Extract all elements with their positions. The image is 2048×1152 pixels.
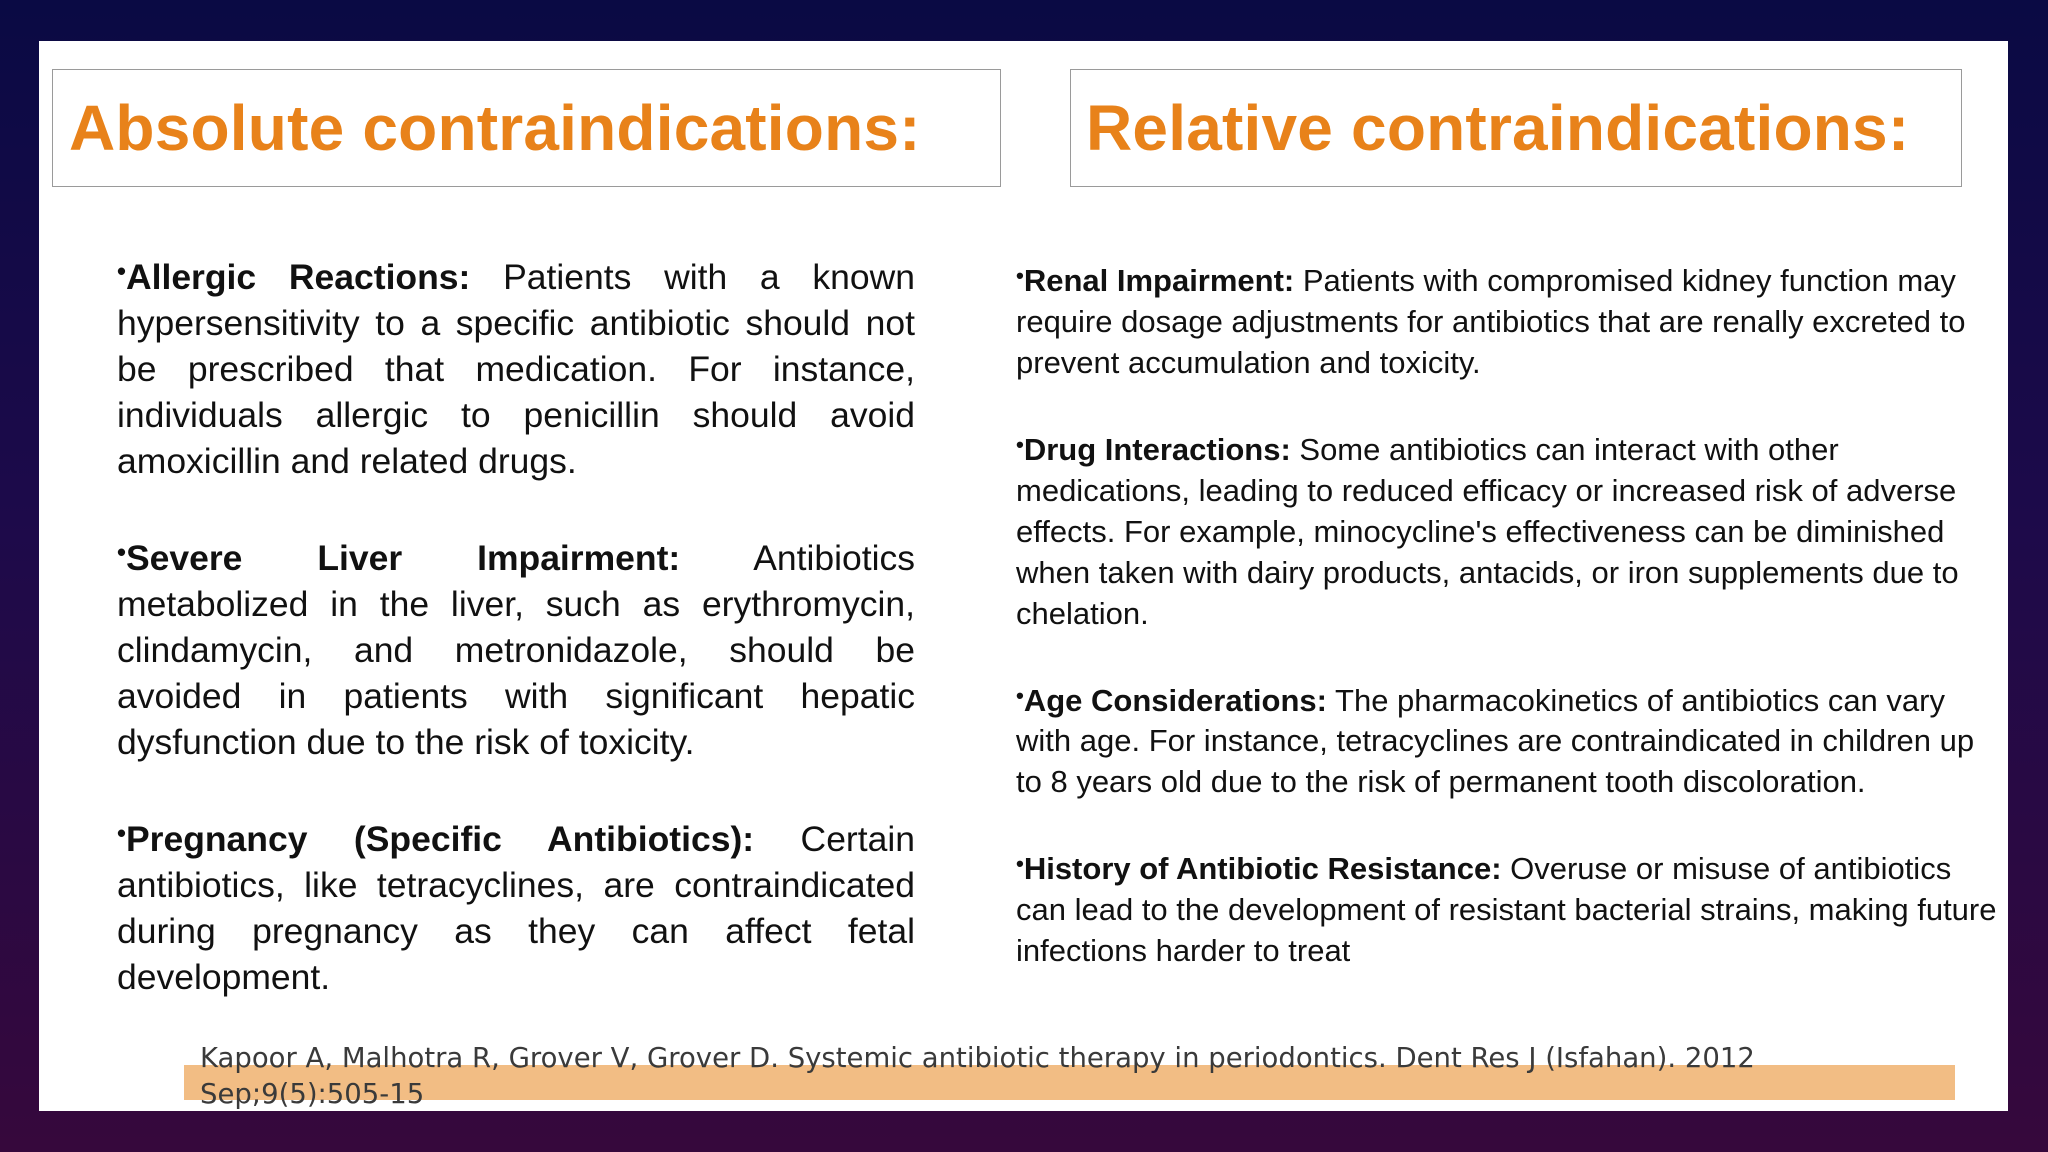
bullet-icon: • — [1016, 431, 1024, 457]
absolute-item — [117, 811, 915, 1000]
bullet-icon: • — [1016, 851, 1024, 877]
bullet-icon: • — [1016, 263, 1024, 288]
absolute-list — [117, 249, 915, 1046]
absolute-heading: Absolute contraindications: — [69, 92, 921, 164]
item-text: Certain antibiotics, like tetracyclines, are contraindicated during pregnancy as they can affect fetal development. — [117, 818, 915, 997]
bullet-icon: • — [117, 819, 126, 848]
item-term: Age Considerations: — [1023, 682, 1327, 718]
relative-item — [1016, 424, 2006, 634]
absolute-item — [117, 530, 915, 765]
item-term: Renal Impairment: — [1023, 262, 1295, 298]
item-text: Patients with a known hypersensitivity to a specific antibiotic should not be prescribed that medication. For instance, individuals allergic to penicillin should avoid amoxicillin and related drugs. — [117, 256, 915, 481]
item-term: Drug Interactions: — [1023, 431, 1291, 467]
relative-list — [1016, 255, 2006, 1012]
relative-heading-box — [1070, 69, 1962, 187]
item-text: Antibiotics metabolized in the liver, such as erythromycin, clindamycin, and metronidazole, should be avoided in patients with significant hepatic dysfunction due to the risk of toxicity. — [117, 537, 916, 762]
bullet-icon: • — [117, 538, 126, 567]
item-term: Severe Liver Impairment: — [125, 537, 681, 578]
bullet-icon: • — [117, 258, 126, 286]
relative-item — [1016, 255, 2006, 383]
slide — [39, 41, 2008, 1111]
item-text: Overuse or misuse of antibiotics can lead to the development of resistant bacterial strains, making future infections harder to treat — [1016, 851, 1997, 969]
item-term: History of Antibiotic Resistance: — [1023, 851, 1502, 887]
item-text: Patients with compromised kidney function may require dosage adjustments for antibiotics that are renally excreted to prevent accumulation and toxicity. — [1016, 262, 1966, 380]
relative-item — [1016, 843, 2006, 971]
absolute-item — [117, 249, 915, 484]
relative-item — [1016, 675, 2006, 803]
item-term: Pregnancy (Specific Antibiotics): — [125, 818, 755, 859]
item-text: The pharmacokinetics of antibiotics can vary with age. For instance, tetracyclines are contraindicated in children up to 8 years old due to the risk of permanent tooth discoloration. — [1016, 682, 1975, 800]
absolute-heading-box — [52, 69, 1001, 187]
relative-heading: Relative contraindications: — [1086, 92, 1910, 164]
item-text: Some antibiotics can interact with other medications, leading to reduced efficacy or increased risk of adverse effects. For example, minocycline's effectiveness can be diminished when taken with dairy products, antacids, or iron supplements due to chelation. — [1016, 431, 1959, 631]
bullet-icon: • — [1016, 682, 1024, 708]
item-term: Allergic Reactions: — [125, 256, 471, 297]
reference-citation: Kapoor A, Malhotra R, Grover V, Grover D. Systemic antibiotic therapy in periodontics. Dent Res J (Isfahan). 2012 Sep;9(5):505-15 — [200, 1042, 1755, 1110]
